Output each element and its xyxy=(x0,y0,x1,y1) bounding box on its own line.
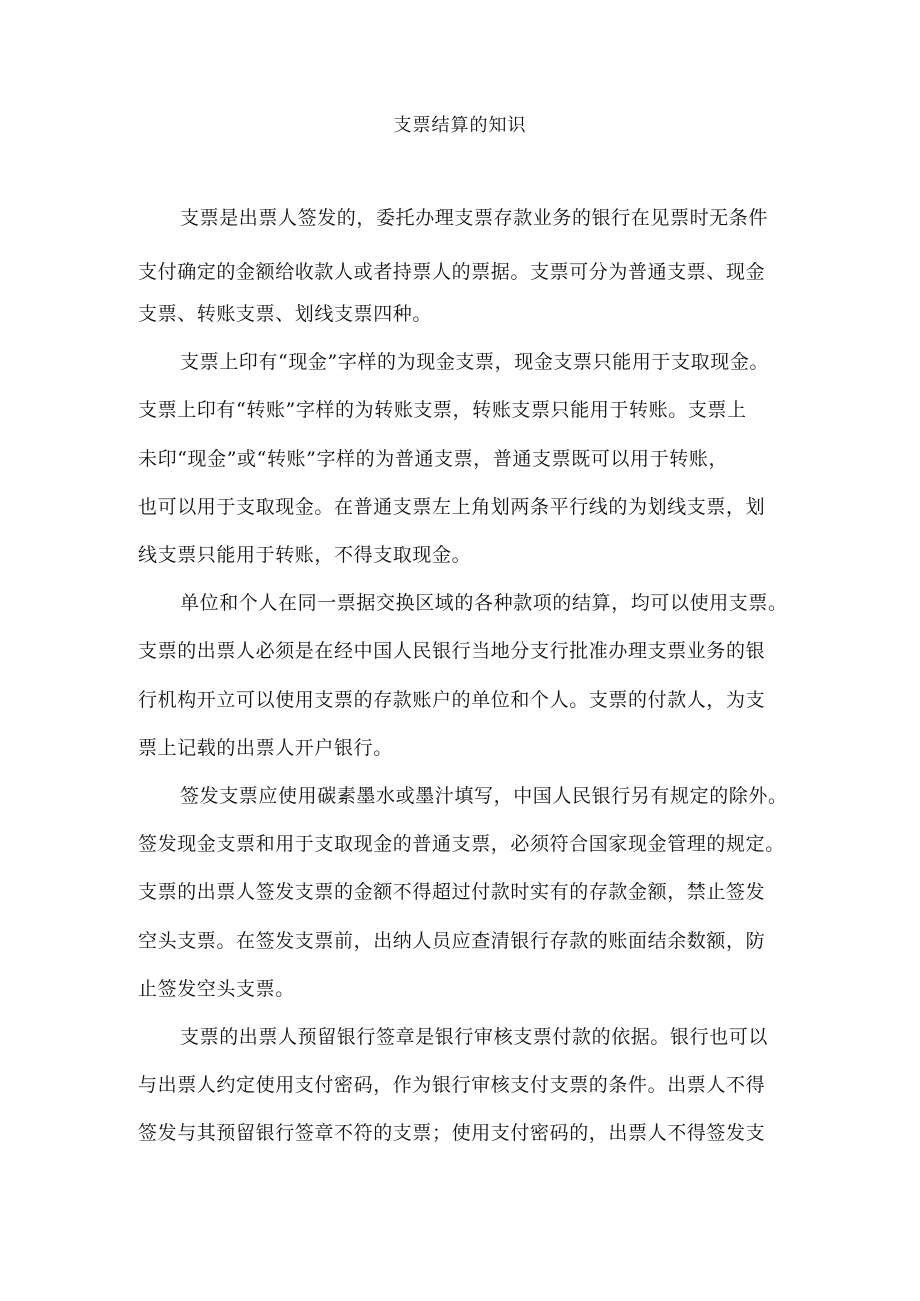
paragraph-3-line-4: 票上记载的出票人开户银行。 xyxy=(138,737,393,759)
paragraph-4-line-4: 空头支票。在签发支票前，出纳人员应查清银行存款的账面结余数额，防 xyxy=(138,930,766,952)
paragraph-3-line-3: 行机构开立可以使用支票的存款账户的单位和个人。支票的付款人，为支 xyxy=(138,689,766,711)
paragraph-4-line-5: 止签发空头支票。 xyxy=(138,978,295,1000)
paragraph-2-line-3: 未印“现金”或“转账”字样的为普通支票，普通支票既可以用于转账， xyxy=(138,448,729,470)
paragraph-5-line-2: 与出票人约定使用支付密码，作为银行审核支付支票的条件。出票人不得 xyxy=(138,1074,766,1096)
document-title: 支票结算的知识 xyxy=(393,115,527,136)
paragraph-1-line-1: 支票是出票人签发的，委托办理支票存款业务的银行在见票时无条件 xyxy=(180,207,769,229)
paragraph-1-line-3: 支票、转账支票、划线支票四种。 xyxy=(138,303,433,325)
paragraph-2-line-4: 也可以用于支取现金。在普通支票左上角划两条平行线的为划线支票，划 xyxy=(138,496,766,518)
paragraph-5-line-3: 签发与其预留银行签章不符的支票；使用支付密码的，出票人不得签发支 xyxy=(138,1122,766,1144)
paragraph-5-line-1: 支票的出票人预留银行签章是银行审核支票付款的依据。银行也可以 xyxy=(180,1026,769,1048)
paragraph-3-line-1: 单位和个人在同一票据交换区域的各种款项的结算，均可以使用支票。 xyxy=(180,592,788,614)
paragraph-1-line-2: 支付确定的金额给收款人或者持票人的票据。支票可分为普通支票、现金 xyxy=(138,261,766,283)
paragraph-2-line-5: 线支票只能用于转账，不得支取现金。 xyxy=(138,544,472,566)
paragraph-4-line-1: 签发支票应使用碳素墨水或墨汁填写，中国人民银行另有规定的除外。 xyxy=(180,785,788,807)
paragraph-3-line-2: 支票的出票人必须是在经中国人民银行当地分支行批准办理支票业务的银 xyxy=(138,640,766,662)
paragraph-4-line-2: 签发现金支票和用于支取现金的普通支票，必须符合国家现金管理的规定。 xyxy=(138,833,785,855)
paragraph-2-line-1: 支票上印有“现金”字样的为现金支票，现金支票只能用于支取现金。 xyxy=(180,351,770,373)
paragraph-4-line-3: 支票的出票人签发支票的金额不得超过付款时实有的存款金额，禁止签发 xyxy=(138,881,766,903)
paragraph-2-line-2: 支票上印有“转账”字样的为转账支票，转账支票只能用于转账。支票上 xyxy=(138,399,747,421)
